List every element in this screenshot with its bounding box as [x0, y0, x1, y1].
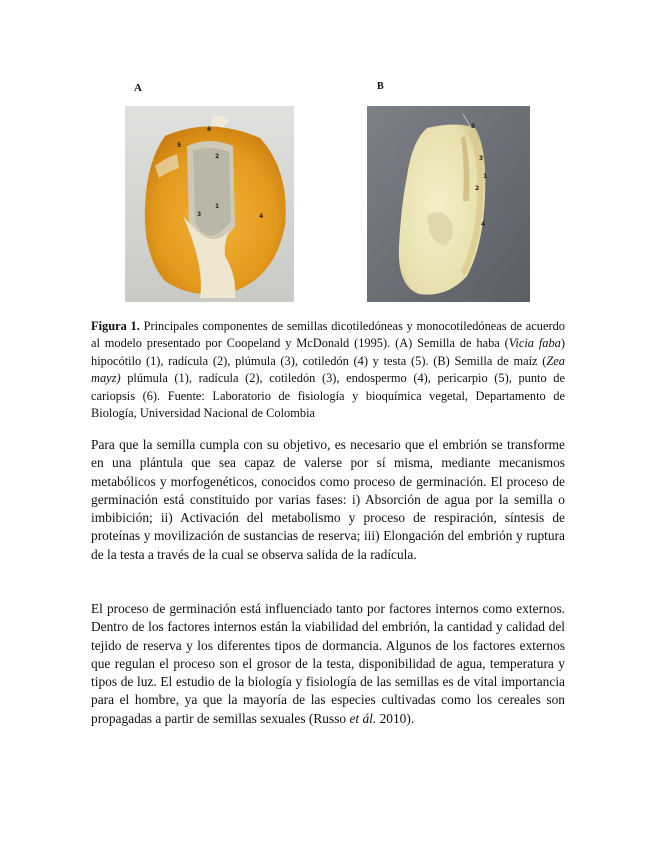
label-b-1: 1 [483, 173, 488, 180]
label-b-4: 4 [481, 221, 486, 228]
citation-year: 2010). [376, 710, 415, 726]
paragraph-2-text: El proceso de germinación está influenciado tanto por factores internos como externos. Dentro de los factores internos están la viabilidad del embrión, la cantidad y calidad del tejido de reserva y los diferentes tipos de dormancia. Algunos de los factores externos que regulan el proceso son el grosor de la testa, disponibilidad de agua, temperatura y tipos de luz. El estudio de la biología y fisiología de las semillas es de vital importancia para el hombre, ya que la mayoría de las especies cultivadas como los cereales son propagadas a partir de semillas sexuales (Russo [91, 601, 565, 726]
label-b-5: 5 [471, 123, 476, 130]
label-a-2: 2 [215, 153, 220, 160]
caption-species-2: Zea mayz) [91, 353, 565, 386]
caption-prefix: Figura 1. [91, 319, 140, 333]
panel-a-label: A [134, 82, 142, 94]
body-paragraph-1: Para que la semilla cumpla con su objetivo, es necesario que el embrión se transforme en una plántula que sea capaz de valerse por sí misma, mediante mecanismos metabólicos y morfogenéticos, conocidos como proceso de germinación. El proceso de germinación está constituido por varias fases: i) Absorción de agua por la semilla o imbibición; ii) Activación del metabolismo y proceso de respiración, síntesis de proteínas y movilización de sustancias de reserva; iii) Elongación del embrión y ruptura de la testa a través de la cual se observa salida de la radícula. [91, 437, 565, 562]
seed-a-illustration [125, 106, 294, 302]
seed-b-illustration [367, 106, 530, 302]
label-a-6: 6 [207, 126, 212, 133]
label-a-3: 3 [197, 211, 202, 218]
citation-et-al: et ál. [349, 710, 377, 726]
figure-caption [91, 318, 565, 422]
label-a-4: 4 [259, 213, 264, 220]
label-a-5: 5 [177, 142, 182, 149]
caption-species-1: Vicia faba [508, 336, 561, 351]
seed-photo-zea-mays [367, 106, 530, 302]
label-b-2: 2 [475, 185, 480, 192]
label-b-3: 3 [479, 155, 484, 162]
label-a-1: 1 [215, 203, 220, 210]
caption-text-3: plúmula (1), radícula (2), cotiledón (3), endospermo (4), pericarpio (5), punto de cariopsis (6). Fuente: Laboratorio de fisiología y bioquímica vegetal, Departamento de Biología, Universidad Nacional de Colombia [91, 371, 565, 421]
seed-photo-vicia-faba [125, 106, 294, 302]
caption-text-1: Principales componentes de semillas dicotiledóneas y monocotiledóneas de acuerdo al modelo presentado por Coopeland y McDonald (1995). (A) Semilla de haba ( [91, 319, 566, 351]
panel-b-label: B [377, 81, 384, 92]
caption-text-2: ) hipocótilo (1), radícula (2), plúmula (3), cotiledón (4) y testa (5). (B) Semilla de maíz ( [91, 336, 565, 368]
body-paragraph-2 [91, 600, 565, 728]
